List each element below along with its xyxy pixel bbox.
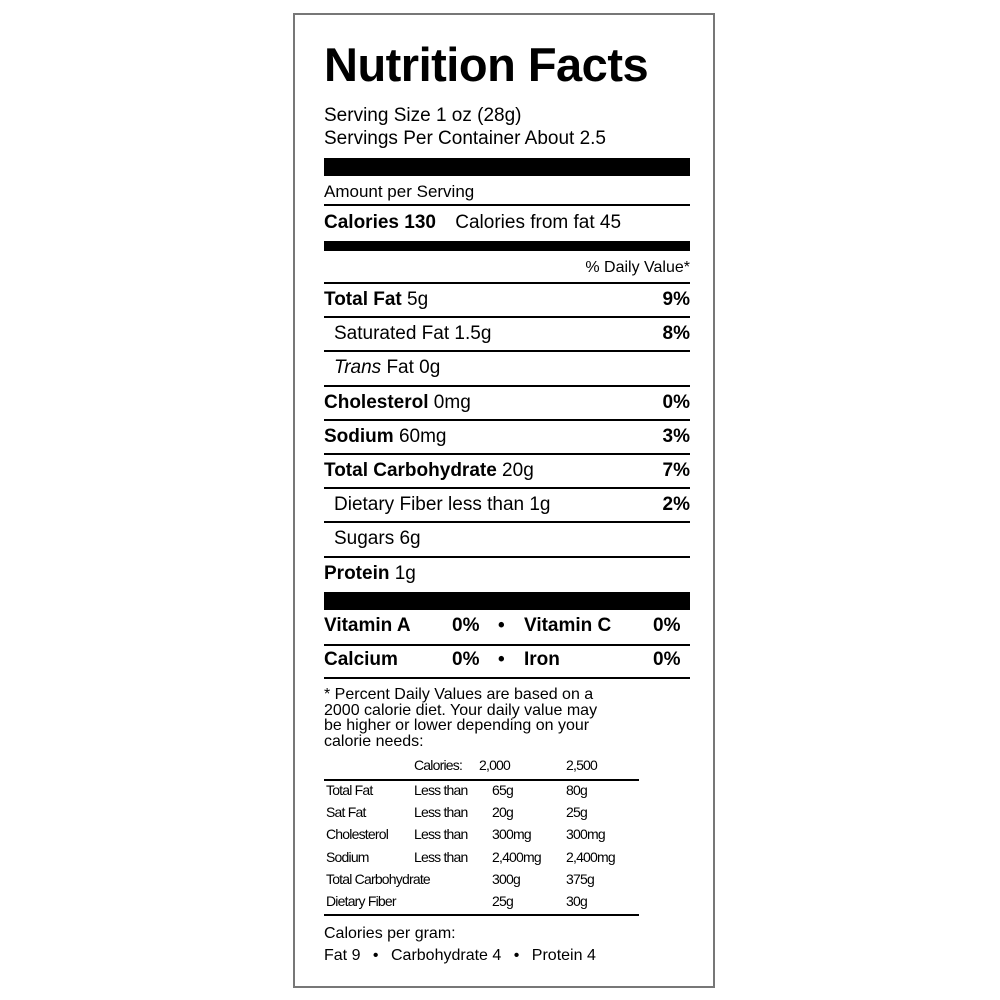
dv-cell: 25g — [566, 804, 587, 821]
calories-row — [324, 212, 621, 234]
thick-divider — [324, 158, 690, 176]
thick-divider-bottom — [324, 592, 690, 610]
nutrient-row — [324, 454, 690, 488]
vitamin-pct: 0% — [452, 649, 480, 670]
vitamin-name: Calcium — [324, 649, 398, 670]
dv-cell: Less than — [414, 804, 468, 821]
vitamin-name: Iron — [524, 649, 560, 670]
carb-per-gram: Carbohydrate 4 — [390, 947, 502, 964]
footnote-line: * Percent Daily Values are based on a — [324, 686, 594, 703]
dv-cell: Less than — [414, 848, 468, 865]
dv-table-row — [324, 824, 639, 846]
nutrient-row — [324, 420, 690, 454]
nutrient-name — [324, 563, 416, 585]
footnote-line: 2000 calorie diet. Your daily value may — [324, 701, 598, 719]
dv-cell: Cholesterol — [326, 826, 389, 843]
nutrient-amount: 60mg — [393, 425, 447, 447]
dv-cell: 300mg — [492, 826, 531, 843]
nutrient-name — [324, 357, 440, 379]
dv-cell: 80g — [566, 782, 587, 798]
vitamin-pct: 0% — [452, 615, 480, 636]
calories-from-fat: Calories from fat 45 — [455, 212, 622, 233]
dv-cell: 2,400mg — [492, 848, 541, 865]
dv-header-cell: 2,000 — [479, 757, 511, 773]
nutrient-row — [324, 386, 690, 420]
nutrient-row — [324, 351, 690, 385]
footnote-line: be higher or lower depending on your — [324, 717, 590, 734]
nutrient-daily-value: 7% — [662, 460, 690, 481]
dv-table-row — [324, 869, 639, 891]
nutrient-bold: Total Carbohydrate — [324, 460, 497, 481]
medium-divider — [324, 241, 690, 251]
nutrient-amount: Fat 0g — [381, 357, 441, 379]
dv-cell: Less than — [414, 782, 468, 798]
nutrient-amount: Dietary Fiber less than 1g — [334, 494, 551, 516]
servings-per-container: Servings Per Container About 2.5 — [324, 128, 607, 149]
dv-table-row — [324, 802, 639, 824]
nutrient-row — [324, 283, 690, 317]
dv-cell: 300mg — [566, 826, 605, 843]
bullet: • — [498, 649, 505, 670]
dv-cell: Total Carbohydrate — [326, 870, 430, 887]
nutrient-amount: 1g — [389, 562, 416, 584]
serving-size: Serving Size 1 oz (28g) — [324, 105, 522, 126]
nutrient-amount: Saturated Fat 1.5g — [334, 323, 492, 345]
amount-per-serving: Amount per Serving — [324, 182, 475, 201]
nutrient-daily-value: 3% — [662, 425, 690, 447]
dv-table-divider — [324, 914, 639, 916]
vitamin-pct: 0% — [653, 615, 681, 636]
dv-table-row — [324, 891, 639, 913]
nutrient-name — [324, 494, 551, 516]
dv-table-header — [324, 755, 639, 777]
dv-header-cell: Calories: — [414, 757, 463, 773]
nutrient-daily-value: 9% — [662, 289, 690, 310]
daily-value-header: % Daily Value* — [585, 259, 690, 276]
dv-cell: 30g — [566, 893, 587, 909]
vitamin-row — [324, 643, 690, 677]
dv-cell: Total Fat — [326, 782, 373, 798]
dv-cell: 300g — [492, 870, 520, 887]
nutrient-name — [324, 323, 491, 345]
nutrient-amount: 0mg — [428, 391, 471, 413]
nutrient-name — [324, 392, 471, 414]
nutrient-amount: Sugars 6g — [334, 528, 421, 550]
fat-per-gram: Fat 9 — [324, 947, 361, 964]
footnote-line: calorie needs: — [324, 732, 424, 750]
nutrient-amount: 20g — [496, 460, 534, 481]
dv-cell: Less than — [414, 826, 468, 843]
dv-cell: Sat Fat — [326, 804, 366, 821]
bullet: • — [498, 615, 505, 636]
nutrition-label — [293, 13, 715, 988]
vitamin-row — [324, 609, 690, 643]
dv-cell: 2,400mg — [566, 848, 615, 865]
dv-table-row — [324, 847, 639, 869]
dv-cell: 20g — [492, 804, 513, 821]
divider — [324, 204, 690, 206]
dv-table-row — [324, 780, 639, 802]
bullet: • — [372, 947, 379, 964]
nutrient-name — [324, 289, 428, 311]
nutrient-name — [324, 528, 421, 550]
row-divider — [324, 677, 690, 679]
nutrient-bold: Total Fat — [324, 289, 402, 310]
nutrient-amount: 5g — [401, 289, 429, 310]
dv-cell: 375g — [566, 870, 594, 887]
nutrient-row — [324, 557, 690, 591]
dv-cell: Dietary Fiber — [326, 893, 396, 909]
nutrient-bold: Sodium — [324, 425, 394, 447]
dv-cell: 65g — [492, 782, 513, 798]
protein-per-gram: Protein 4 — [531, 947, 596, 964]
label-title: Nutrition Facts — [324, 38, 649, 91]
dv-header-cell: 2,500 — [566, 757, 598, 773]
nutrient-bold: Cholesterol — [324, 391, 429, 413]
nutrient-row — [324, 317, 690, 351]
nutrient-row — [324, 522, 690, 556]
calories-per-gram-values — [324, 947, 596, 965]
dv-cell: Sodium — [326, 848, 369, 865]
vitamin-name: Vitamin A — [324, 615, 411, 636]
nutrient-italic: Trans — [334, 357, 382, 379]
vitamin-name: Vitamin C — [524, 615, 612, 636]
nutrient-row — [324, 488, 690, 522]
nutrient-daily-value: 8% — [662, 323, 690, 345]
bullet: • — [513, 947, 520, 964]
calories-per-gram-label: Calories per gram: — [324, 925, 456, 942]
nutrient-bold: Protein — [324, 562, 390, 584]
nutrient-name — [324, 426, 446, 448]
nutrient-daily-value: 0% — [662, 391, 690, 413]
vitamin-pct: 0% — [653, 649, 681, 670]
dv-cell: 25g — [492, 893, 513, 909]
calories-value: Calories 130 — [324, 212, 436, 233]
nutrient-daily-value: 2% — [662, 494, 690, 516]
nutrient-name — [324, 460, 534, 482]
